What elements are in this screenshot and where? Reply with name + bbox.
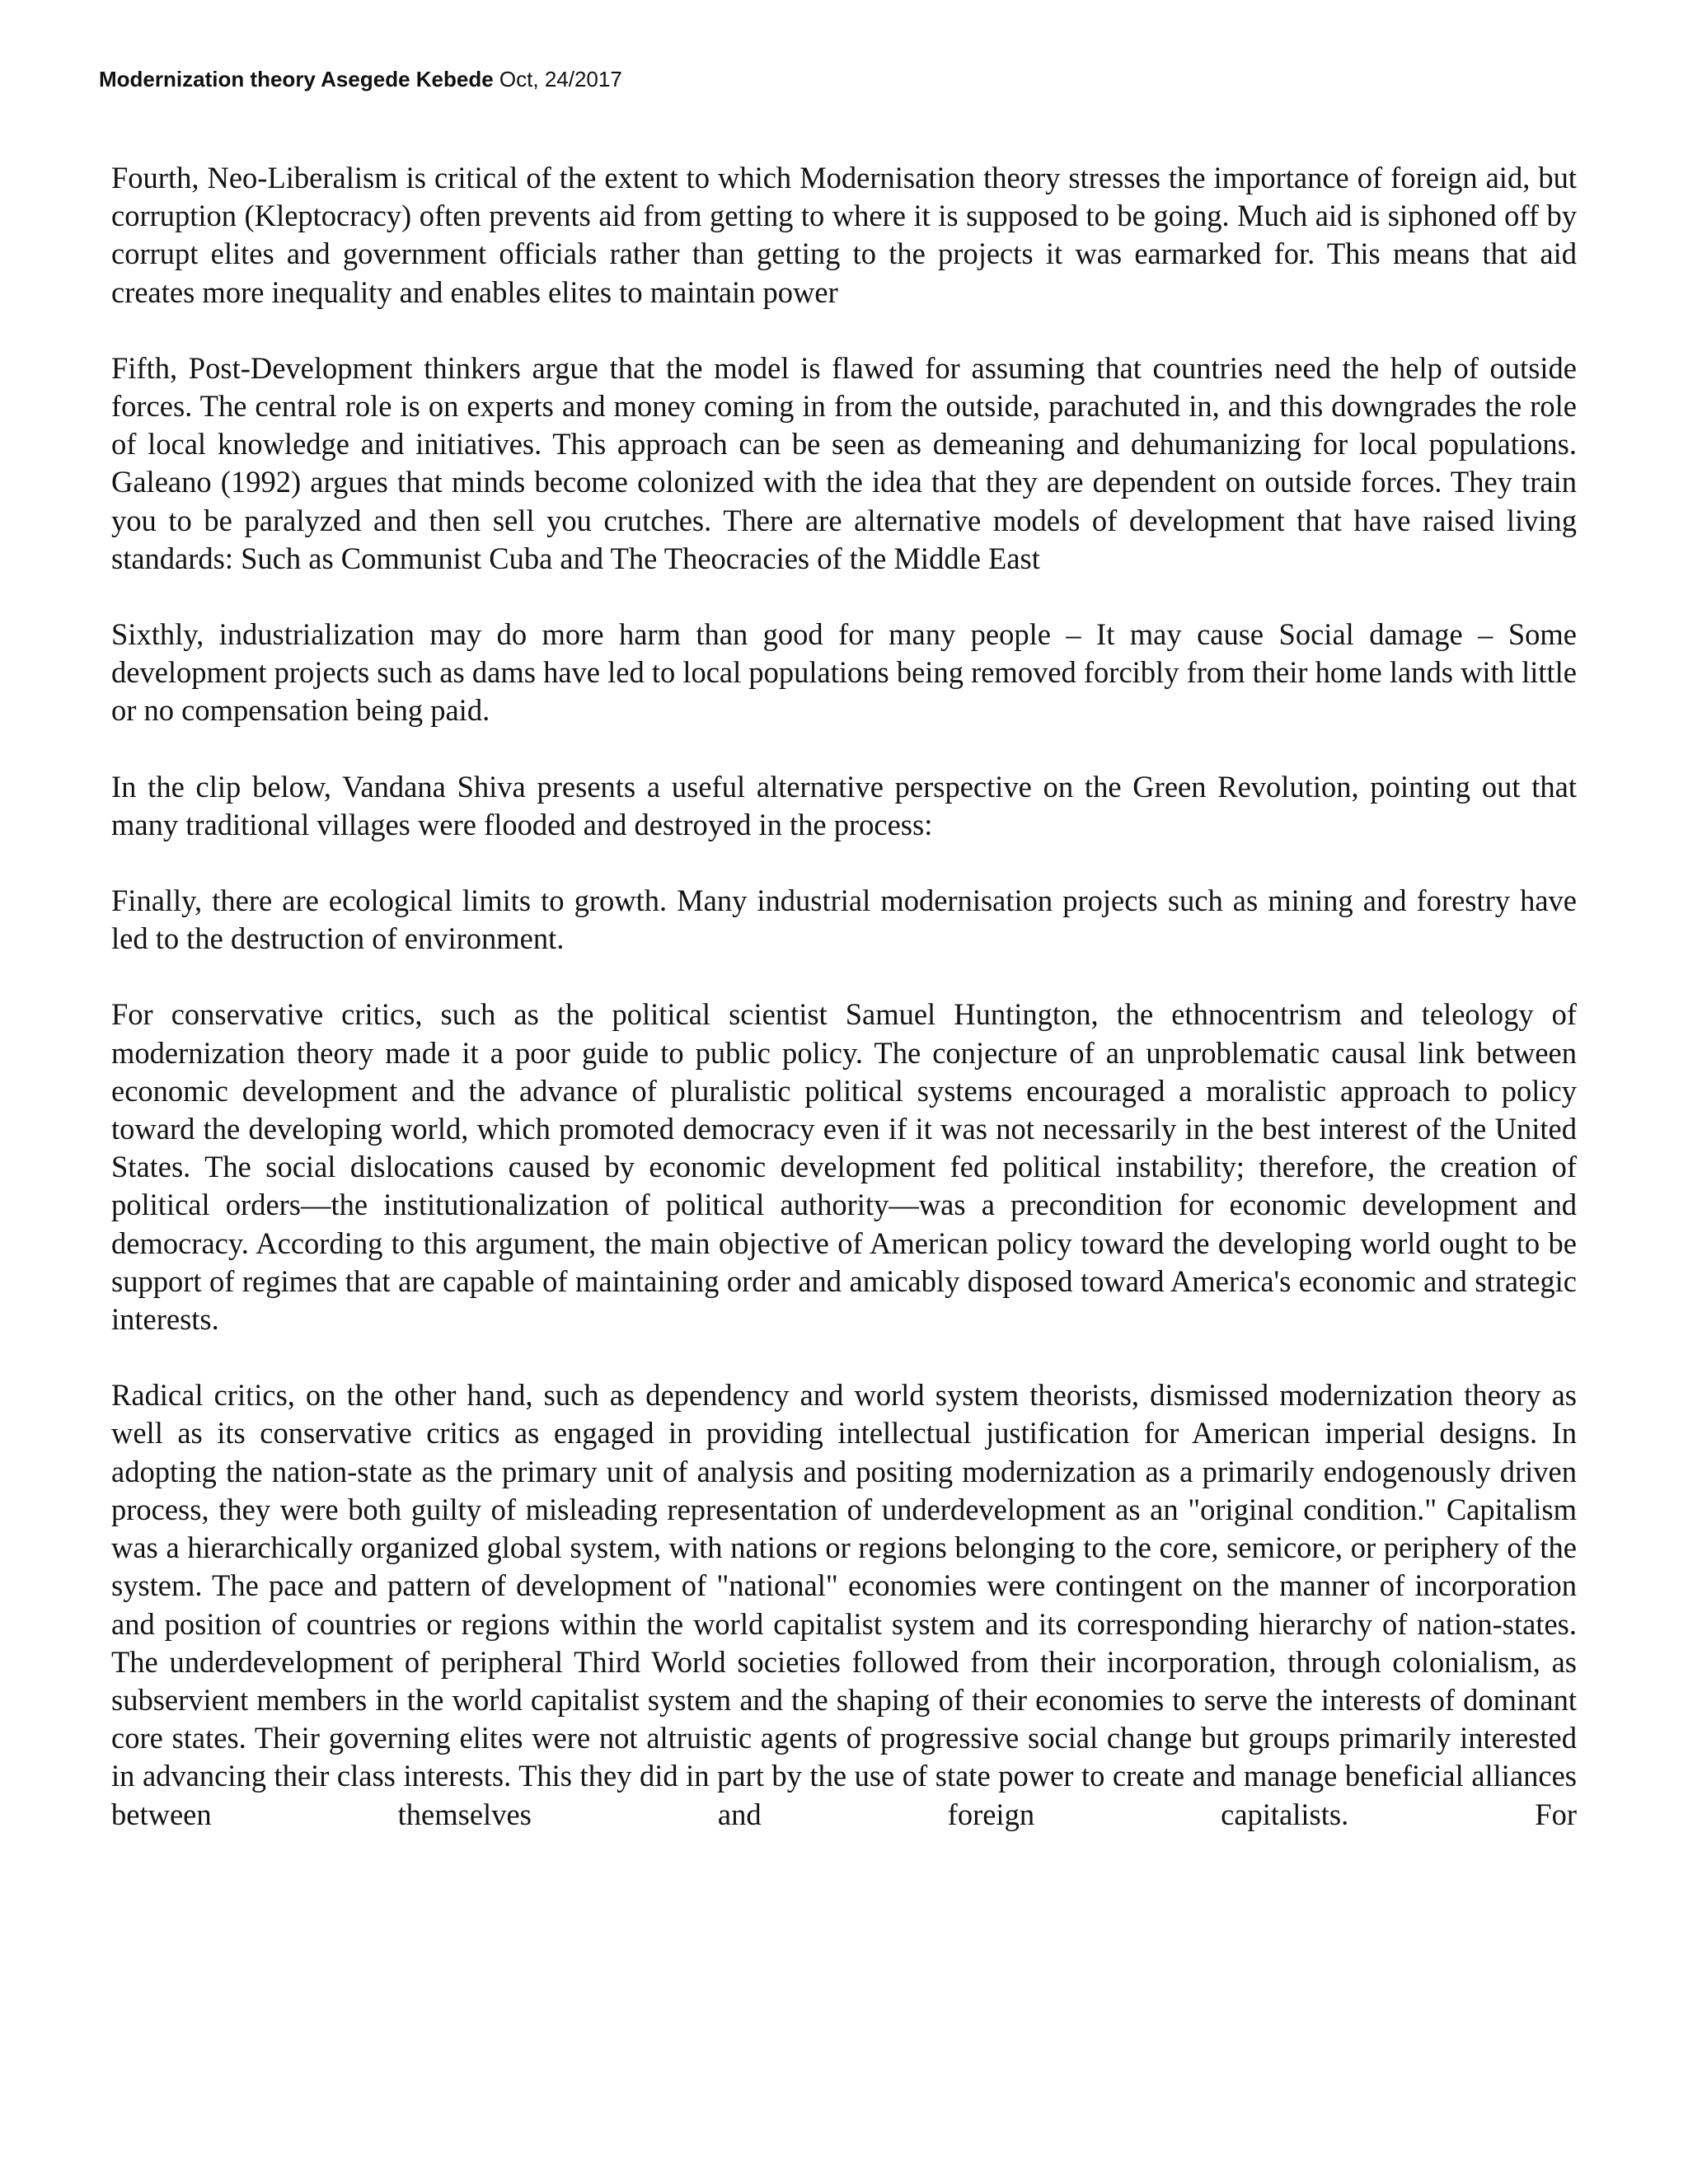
paragraph-radical-critics: Radical critics, on the other hand, such as dependency and world system theorists, dismissed modernization theory as well as its conservative critics as engaged in providing intellectual justification for American imperial designs. In adopting the nation-state as the primary unit of analysis and positing modernization as a primarily endogenously driven process, they were both guilty of misleading representation of underdevelopment as an "original condition." Capitalism was a hierarchically organized global system, with nations or regions belonging to the core, semicore, or periphery of the system. The pace and pattern of development of "national" economies were contingent on the manner of incorporation and position of countries or regions within the world capitalist system and its corresponding hierarchy of nation-states. The underdevelopment of peripheral Third World societies followed from their incorporation, through colonialism, as subservient members in the world capitalist system and the shaping of their economies to serve the interests of dominant core states. Their governing elites were not altruistic agents of progressive social change but groups primarily interested in advancing their class interests. This they did in part by the use of state power to create and manage beneficial alliances between themselves and foreign capitalists. For (111, 1378, 1577, 1831)
document-body (111, 159, 1577, 1872)
paragraph-ecological-limits: Finally, there are ecological limits to growth. Many industrial modernisation projects such as mining and forestry have led to the destruction of environment. (111, 883, 1577, 956)
page-header (99, 66, 622, 92)
paragraph-post-development: Fifth, Post-Development thinkers argue that the model is flawed for assuming that countries need the help of outside forces. The central role is on experts and money coming in from the outside, parachuted in, and this downgrades the role of local knowledge and initiatives. This approach can be seen as demeaning and dehumanizing for local populations. Galeano (1992) argues that minds become colonized with the idea that they are dependent on outside forces. They train you to be paralyzed and then sell you crutches. There are alternative models of development that have raised living standards: Such as Communist Cuba and The Theocracies of the Middle East (111, 350, 1577, 575)
header-date: Oct, 24/2017 (499, 67, 622, 91)
paragraph-conservative-critics: For conservative critics, such as the political scientist Samuel Huntington, the ethnocentrism and teleology of modernization theory made it a poor guide to public policy. The conjecture of an unproblematic causal link between economic development and the advance of pluralistic political systems encouraged a moralistic approach to policy toward the developing world, which promoted democracy even if it was not necessarily in the best interest of the United States. The social dislocations caused by economic development fed political instability; therefore, the creation of political orders—the institutionalization of political authority—was a precondition for economic development and democracy. According to this argument, the main objective of American policy toward the developing world ought to be support of regimes that are capable of maintaining order and amicably disposed toward America's economic and strategic interests. (111, 997, 1577, 1337)
header-title: Modernization theory Asegede Kebede (99, 67, 494, 91)
paragraph-vandana-shiva: In the clip below, Vandana Shiva presents a useful alternative perspective on the Green Revolution, pointing out that many traditional villages were flooded and destroyed in the process: (111, 769, 1577, 841)
paragraph-neo-liberalism: Fourth, Neo-Liberalism is critical of the extent to which Modernisation theory stresses the importance of foreign aid, but corruption (Kleptocracy) often prevents aid from getting to where it is supposed to be going. Much aid is siphoned off by corrupt elites and government officials rather than getting to the projects it was earmarked for. This means that aid creates more inequality and enables elites to maintain power (111, 161, 1577, 309)
paragraph-industrialization: Sixthly, industrialization may do more harm than good for many people – It may cause Social damage – Some development projects such as dams have led to local populations being removed forcibly from their home lands with little or no compensation being paid. (111, 617, 1577, 728)
